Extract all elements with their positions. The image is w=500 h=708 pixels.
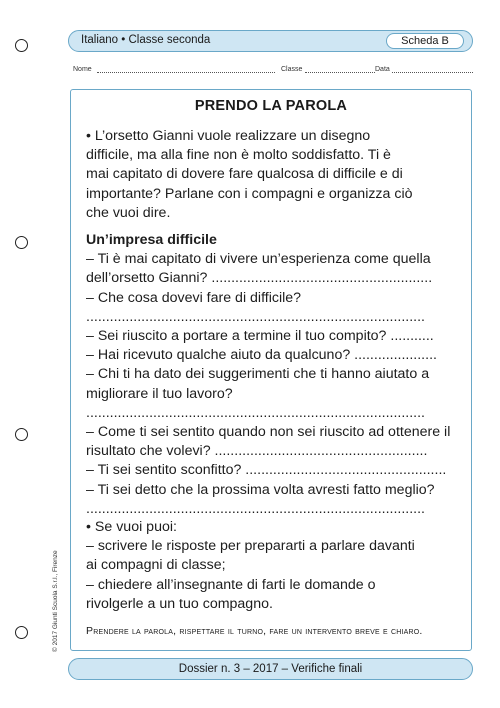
binder-hole-3 [15,428,28,441]
answer-line[interactable]: ...................................................................................... [86,500,425,517]
intro-line: che vuoi dire. [86,204,171,221]
copyright-text: © 2017 Giunti Scuola S.r.l., Firenze [52,550,59,652]
question-line: – Che cosa dovevi fare di difficile? [86,289,302,306]
date-label: Data [375,66,390,73]
intro-paragraph [86,127,461,223]
name-label: Nome [73,66,92,73]
question-line[interactable]: – Ti sei sentito sconfitto? ................................................... [86,462,447,479]
binder-hole-4 [15,626,28,639]
tip-line: – scrivere le risposte per prepararti a parlare davanti [86,538,415,555]
tip-line: – chiedere all’insegnante di farti le domande o [86,576,376,593]
name-line[interactable] [97,72,275,73]
question-line: – Ti sei detto che la prossima volta avresti fatto meglio? [86,481,435,498]
answer-line[interactable]: risultato che volevi? ...................................................... [86,443,428,460]
question-line: – Ti è mai capitato di vivere un’esperienza come quella [86,251,431,268]
bottom-note: Prendere la parola, rispettare il turno, fare un intervento breve e chiaro. [86,625,423,637]
intro-line: mai capitato di dovere fare qualcosa di difficile e di [86,166,403,183]
class-label: Classe [281,66,303,73]
header-title: Italiano • Classe seconda [81,34,211,46]
date-line[interactable] [391,72,473,73]
header-bar [68,30,473,52]
footer-text: Dossier n. 3 – 2017 – Verifiche finali [178,663,363,675]
questions-section [86,231,461,519]
question-line[interactable]: – Hai ricevuto qualche aiuto da qualcuno? ..................... [86,347,437,364]
tip-line: ai compagni di classe; [86,557,226,574]
exercise-card [70,89,472,651]
binder-hole-1 [15,39,28,52]
question-line: – Chi ti ha dato dei suggerimenti che ti hanno aiutato a [86,366,430,383]
answer-line[interactable]: ...................................................................................... [86,308,425,325]
scheda-badge: Scheda B [386,33,464,49]
question-line: migliorare il tuo lavoro? [86,385,233,402]
question-line[interactable]: – Sei riuscito a portare a termine il tuo compito? ........... [86,328,434,345]
footer-bar [68,658,473,680]
student-info-fields [73,66,473,80]
section-title: Un’impresa difficile [86,232,217,248]
tips-section [86,518,461,614]
answer-line[interactable]: dell’orsetto Gianni? ........................................................ [86,270,433,287]
intro-line: • L’orsetto Gianni vuole realizzare un disegno [86,128,371,144]
tip-line: rivolgerle a un tuo compagno. [86,595,273,612]
tips-title: • Se vuoi puoi: [86,519,177,535]
answer-line[interactable]: ...................................................................................... [86,404,425,421]
intro-line: importante? Parlane con i compagni e organizza ciò [86,185,413,202]
intro-line: difficile, ma alla fine non è molto soddisfatto. Ti è [86,147,391,164]
question-line: – Come ti sei sentito quando non sei riuscito ad ottenere il [86,424,451,441]
card-title: PRENDO LA PAROLA [194,98,348,114]
binder-hole-2 [15,236,28,249]
